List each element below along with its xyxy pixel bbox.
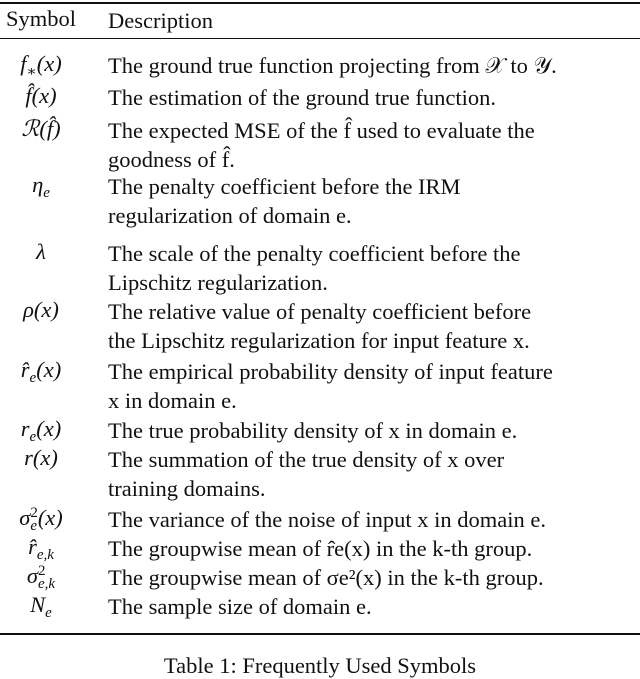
description-cell — [108, 297, 640, 355]
description-line: The summation of the true density of x over — [108, 447, 505, 472]
description-line: The empirical probability density of input feature — [108, 359, 553, 384]
description-line: x in domain e. — [108, 388, 237, 413]
description-line: The penalty coefficient before the IRM — [108, 174, 461, 199]
description-line: The groupwise mean of σe²(x) in the k-th group. — [108, 565, 544, 590]
symbol-cell — [0, 116, 82, 142]
description-cell — [108, 445, 640, 503]
table-caption: Table 1: Frequently Used Symbols — [163, 653, 477, 678]
description-line: The relative value of penalty coefficient before — [108, 299, 532, 324]
description-line: regularization of domain e. — [108, 203, 352, 228]
symbol-sub: e — [29, 429, 37, 446]
symbol-cell — [0, 505, 82, 533]
description-line: The expected MSE of the f̂ used to evaluate the — [108, 118, 535, 143]
description-cell — [108, 172, 640, 230]
description-line: Lipschitz regularization. — [108, 270, 328, 295]
symbol-cell — [0, 357, 82, 385]
description-line: The groupwise mean of r̂e(x) in the k-th group. — [108, 536, 533, 561]
symbol-arg: (x) — [36, 357, 62, 382]
symbol-base: ρ — [23, 297, 34, 322]
symbol-sup: 2 — [30, 504, 38, 521]
description-cell — [108, 416, 640, 445]
symbol-base: f̂ — [25, 83, 32, 108]
header-description: Description — [108, 8, 213, 33]
description-line: The variance of the noise of input x in domain e. — [108, 507, 546, 532]
description-cell — [108, 534, 640, 563]
description-cell — [108, 357, 640, 415]
symbol-arg: (x) — [33, 297, 59, 322]
symbol-base: r — [24, 445, 33, 470]
symbol-base: N — [30, 592, 46, 617]
symbol-base: σ — [26, 563, 39, 588]
symbol-cell — [0, 445, 82, 471]
symbol-sub: e — [45, 605, 52, 622]
description-cell — [108, 505, 640, 534]
symbol-sub: e — [29, 370, 37, 387]
symbol-cell — [0, 297, 82, 323]
symbol-sub: e — [30, 517, 37, 534]
symbol-base: λ — [36, 239, 46, 264]
description-cell — [108, 239, 640, 297]
description-line: the Lipschitz regularization for input feature x. — [108, 328, 530, 353]
description-line: training domains. — [108, 476, 266, 501]
symbol-sup: 2 — [38, 562, 46, 579]
symbol-base: σ — [19, 505, 31, 530]
symbol-cell — [0, 83, 82, 109]
description-cell — [108, 116, 640, 174]
description-cell — [108, 592, 640, 621]
symbol-base: η — [32, 172, 44, 197]
description-cell — [108, 83, 640, 112]
symbol-cell — [0, 534, 82, 562]
symbol-arg: (f̂) — [39, 116, 61, 141]
symbol-cell — [0, 563, 82, 591]
symbol-arg: (x) — [31, 83, 57, 108]
description-cell — [108, 51, 640, 80]
symbol-cell — [0, 239, 82, 265]
top-rule — [0, 2, 640, 4]
symbol-sub: e,k — [36, 547, 54, 564]
header-rule — [0, 38, 640, 39]
description-line: The sample size of domain e. — [108, 594, 372, 619]
symbol-base: f — [20, 51, 27, 76]
description-line: The scale of the penalty coefficient before the — [108, 241, 521, 266]
description-line: The ground true function projecting from 𝒳 to 𝒴. — [108, 53, 557, 78]
description-cell — [108, 563, 640, 592]
description-line: The true probability density of x in domain e. — [108, 418, 518, 443]
description-line: goodness of f̂. — [108, 147, 235, 172]
symbol-sub: ∗ — [26, 64, 37, 81]
symbol-cell — [0, 172, 82, 200]
description-line: The estimation of the ground true function. — [108, 85, 497, 110]
symbol-cell — [0, 51, 82, 79]
symbol-arg: (x) — [32, 445, 58, 470]
symbol-sub: e,k — [38, 575, 56, 592]
header-symbol: Symbol — [5, 6, 77, 31]
symbol-base: r̂ — [28, 534, 37, 559]
symbol-base: r — [20, 416, 30, 441]
bottom-rule — [0, 633, 640, 635]
symbol-arg: (x) — [36, 51, 62, 76]
symbol-cell — [0, 592, 82, 620]
symbol-cell — [0, 416, 82, 444]
symbol-base: r̂ — [20, 357, 30, 382]
symbol-sub: e — [43, 185, 50, 202]
symbol-arg: (x) — [37, 505, 63, 530]
symbol-arg: (x) — [36, 416, 62, 441]
symbol-base: ℛ — [21, 116, 40, 141]
